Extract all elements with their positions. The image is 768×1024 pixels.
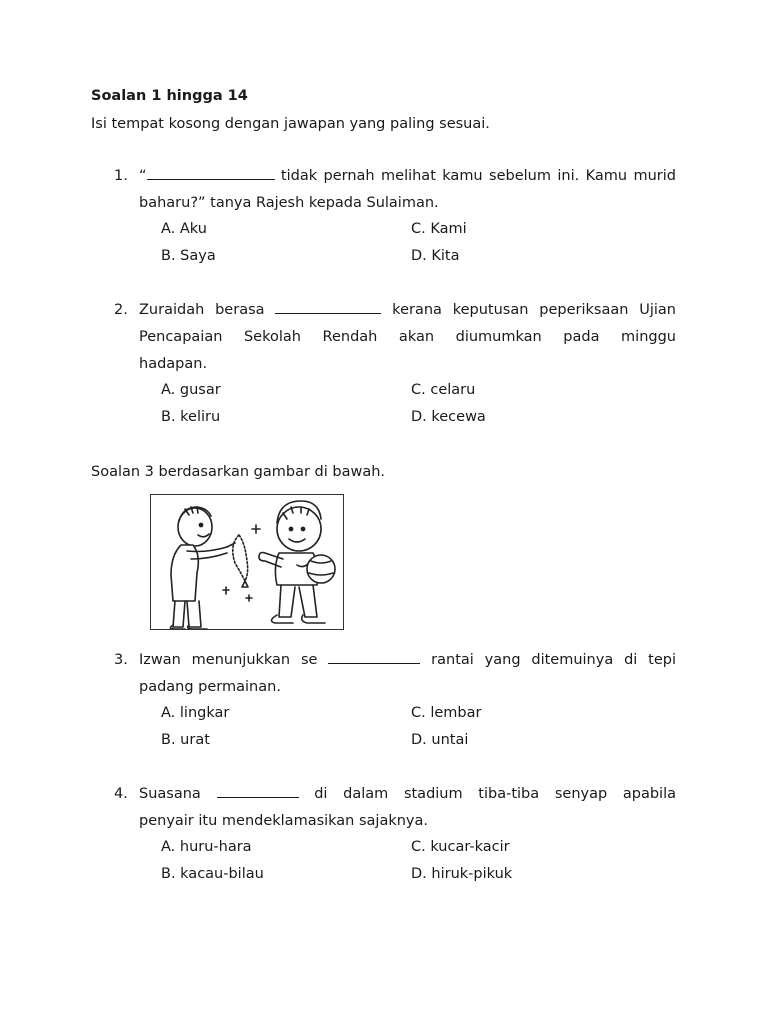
question-number: 4. bbox=[114, 786, 128, 802]
question-stem-line: penyair itu mendeklamasikan sajaknya. bbox=[139, 813, 429, 829]
instruction-text: Isi tempat kosong dengan jawapan yang paling sesuai. bbox=[91, 116, 490, 132]
question-number: 3. bbox=[114, 652, 128, 668]
option-d: D. hiruk-pikuk bbox=[411, 866, 513, 882]
question-number: 1. bbox=[114, 168, 128, 184]
option-d: D. Kita bbox=[411, 248, 460, 264]
picture-instruction: Soalan 3 berdasarkan gambar di bawah. bbox=[91, 464, 386, 480]
answer-blank bbox=[217, 786, 299, 798]
question-stem-line bbox=[139, 168, 676, 184]
option-b: B. kacau-bilau bbox=[161, 866, 264, 882]
option-a: A. lingkar bbox=[161, 705, 230, 721]
section-heading: Soalan 1 hingga 14 bbox=[91, 88, 248, 104]
question-stem-line: Pencapaian Sekolah Rendah akan diumumkan pada minggu bbox=[139, 329, 676, 345]
question-number: 2. bbox=[114, 302, 128, 318]
question-text: rantai yang ditemuinya di tepi bbox=[420, 652, 676, 668]
question-text: “ bbox=[139, 168, 147, 184]
answer-blank bbox=[328, 652, 420, 664]
answer-blank bbox=[147, 168, 275, 180]
option-c: C. lembar bbox=[411, 705, 482, 721]
option-c: C. celaru bbox=[411, 382, 476, 398]
option-d: D. kecewa bbox=[411, 409, 486, 425]
question-stem-line bbox=[139, 302, 676, 318]
question-illustration bbox=[150, 494, 344, 630]
option-a: A. gusar bbox=[161, 382, 221, 398]
question-stem-line: baharu?” tanya Rajesh kepada Sulaiman. bbox=[139, 195, 439, 211]
question-text: kerana keputusan peperiksaan Ujian bbox=[381, 302, 676, 318]
answer-blank bbox=[275, 302, 381, 314]
question-stem-line bbox=[139, 652, 676, 668]
option-a: A. huru-hara bbox=[161, 839, 252, 855]
question-stem-line: hadapan. bbox=[139, 356, 208, 372]
option-d: D. untai bbox=[411, 732, 469, 748]
option-b: B. urat bbox=[161, 732, 210, 748]
question-stem-line: padang permainan. bbox=[139, 679, 281, 695]
question-text: tidak pernah melihat kamu sebelum ini. Kamu murid bbox=[274, 168, 676, 184]
question-text: Zuraidah berasa bbox=[139, 302, 276, 318]
two-boys-illustration bbox=[151, 495, 344, 630]
option-c: C. Kami bbox=[411, 221, 467, 237]
question-text: di dalam stadium tiba-tiba senyap apabila bbox=[298, 786, 676, 802]
question-text: Izwan menunjukkan se bbox=[139, 652, 329, 668]
question-stem-line bbox=[139, 786, 676, 802]
option-c: C. kucar-kacir bbox=[411, 839, 510, 855]
option-b: B. Saya bbox=[161, 248, 216, 264]
question-text: Suasana bbox=[139, 786, 217, 802]
option-b: B. keliru bbox=[161, 409, 221, 425]
option-a: A. Aku bbox=[161, 221, 207, 237]
